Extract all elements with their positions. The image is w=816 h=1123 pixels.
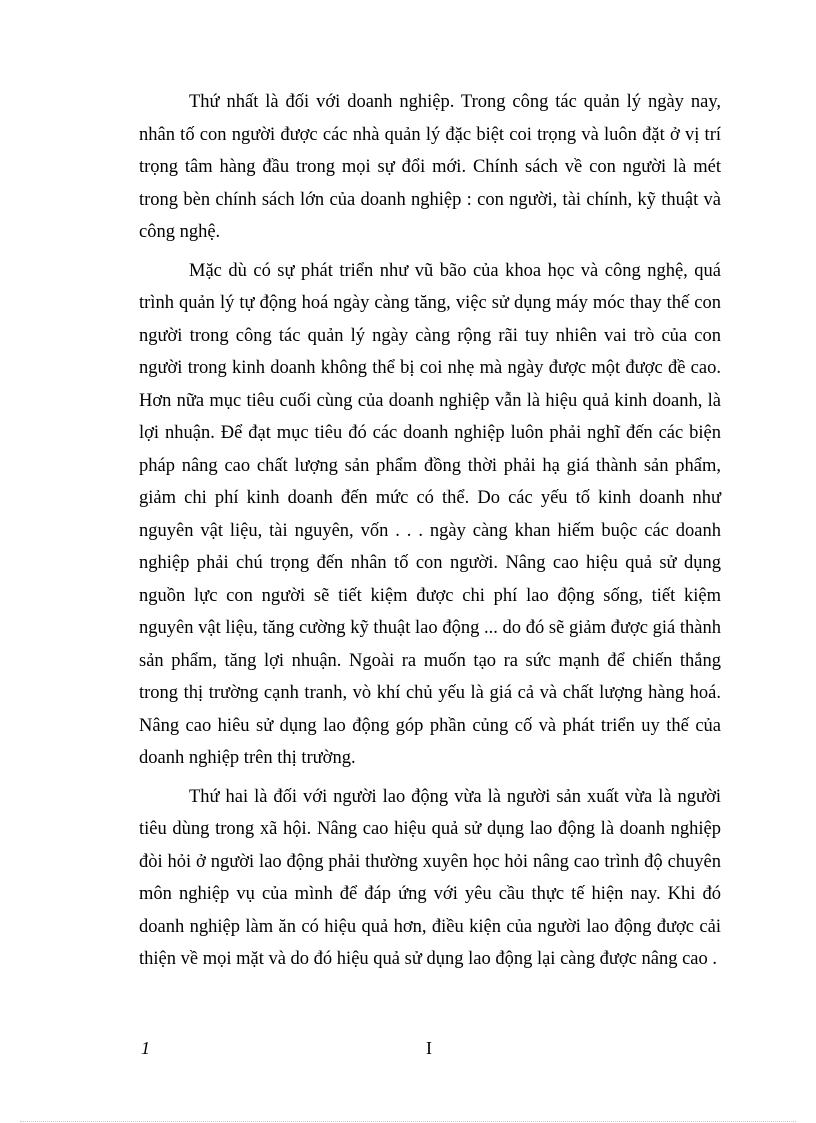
body-text xyxy=(139,86,721,982)
page-number: I xyxy=(426,1038,432,1058)
page-bottom-divider xyxy=(20,1121,796,1122)
paragraph-2: Mặc dù có sự phát triển như vũ bão của khoa học và công nghệ, quá trình quản lý tự động hoá ngày càng tăng, việc sử dụng máy móc thay thế con người trong công tác quản lý ngày càng rộng rãi tuy nhiên vai trò của con người trong kinh doanh không thể bị coi nhẹ mà ngày được một được đề cao. Hơn nữa mục tiêu cuối cùng của doanh nghiệp vẫn là hiệu quả kinh doanh, là lợi nhuận. Để đạt mục tiêu đó các doanh nghiệp luôn phải nghĩ đến các biện pháp nâng cao chất lượng sản phẩm đồng thời phải hạ giá thành sản phẩm, giảm chi phí kinh doanh đến mức có thể. Do các yếu tố kinh doanh như nguyên vật liệu, tài nguyên, vốn . . . ngày càng khan hiếm buộc các doanh nghiệp phải chú trọng đến nhân tố con người. Nâng cao hiệu quả sử dụng nguồn lực con người sẽ tiết kiệm được chi phí lao động sống, tiết kiệm nguyên vật liệu, tăng cường kỹ thuật lao động ... do đó sẽ giảm được giá thành sản phẩm, tăng lợi nhuận. Ngoài ra muốn tạo ra sức mạnh để chiến thắng trong thị trường cạnh tranh, vò khí chủ yếu là giá cả và chất lượng hàng hoá. Nâng cao hiêu sử dụng lao động góp phần củng cố và phát triển uy thế của doanh nghiệp trên thị trường. xyxy=(139,260,721,768)
paragraph-3: Thứ hai là đối với người lao động vừa là người sản xuất vừa là người tiêu dùng trong xã hội. Nâng cao hiệu quả sử dụng lao động là doanh nghiệp đòi hỏi ở người lao động phải thường xuyên học hỏi nâng cao trình độ chuyên môn nghiệp vụ của mình để đáp ứng với yêu cầu thực tế hiện nay. Khi đó doanh nghiệp làm ăn có hiệu quả hơn, điều kiện của người lao động được cải thiện về mọi mặt và do đó hiệu quả sử dụng lao động lại càng được nâng cao . xyxy=(139,786,721,969)
paragraph-1: Thứ nhất là đối với doanh nghiệp. Trong công tác quản lý ngày nay, nhân tố con người được các nhà quản lý đặc biệt coi trọng và luôn đặt ở vị trí trọng tâm hàng đầu trong mọi sự đổi mới. Chính sách về con người là mét trong bèn chính sách lớn của doanh nghiệp : con người, tài chính, kỹ thuật và công nghệ. xyxy=(139,92,721,242)
footer-left-mark: 1 xyxy=(141,1038,150,1058)
